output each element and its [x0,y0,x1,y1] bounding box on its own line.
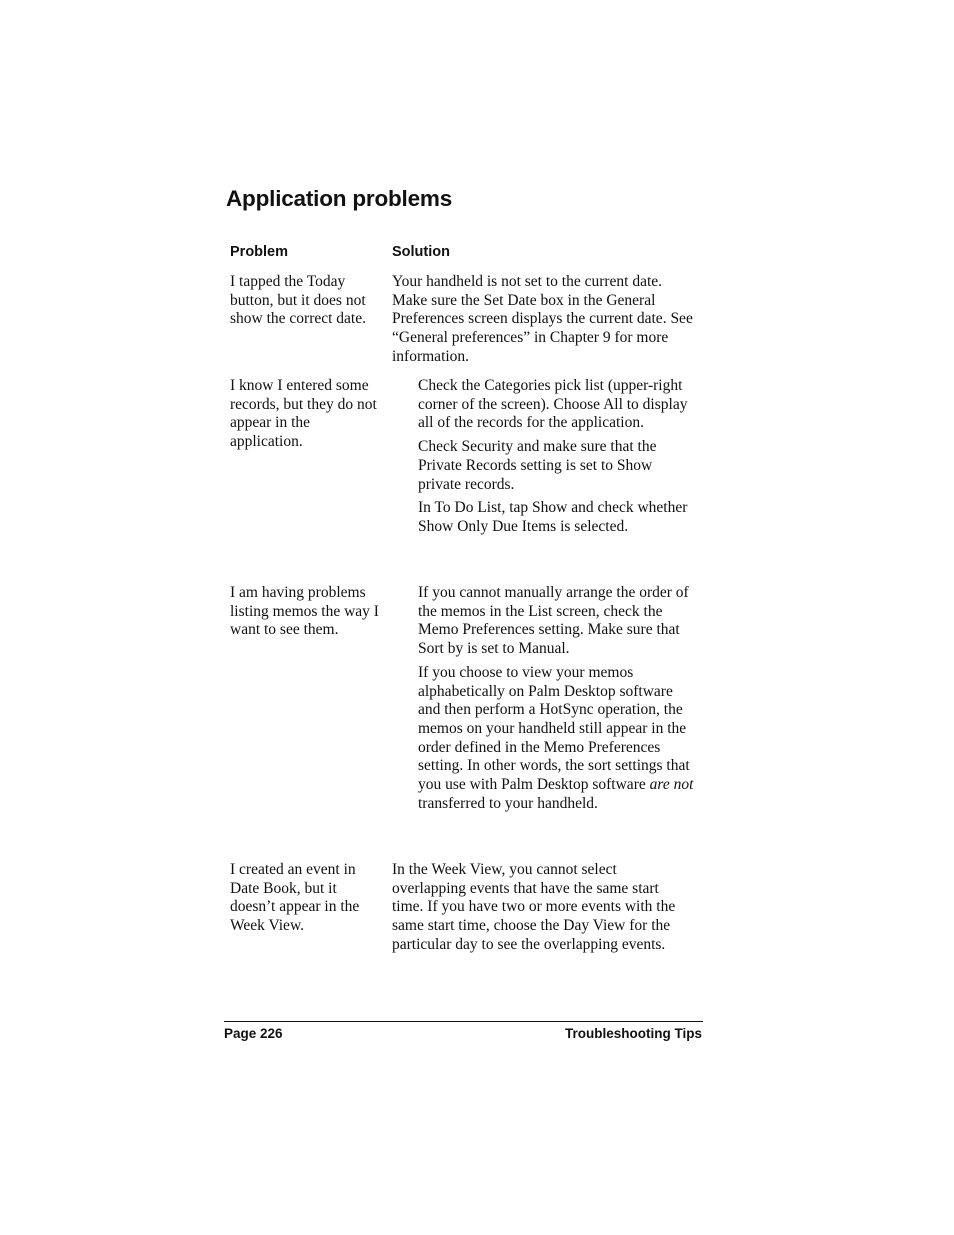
page-title: Application problems [226,186,453,211]
solution-cell [392,273,694,367]
problem-cell: I know I entered some records, but they do not appear in the application. [230,377,377,451]
solution-paragraph: In the Week View, you cannot select overlapping events that have the same start time. If you have two or more events with the same start time, choose the Day View for the particular day to see the overlapping events. [392,861,676,953]
problem-cell: I created an event in Date Book, but it doesn’t appear in the Week View. [230,861,360,935]
solution-paragraph: Check the Categories pick list (upper-right corner of the screen). Choose All to display all of the records for the application. [418,377,688,432]
problem-cell: I am having problems listing memos the way I want to see them. [230,584,379,639]
solution-cell [418,584,694,813]
solution-column-header: Solution [392,244,450,260]
solution-paragraph: In To Do List, tap Show and check whether Show Only Due Items is selected. [418,499,688,535]
section-title: Troubleshooting Tips [565,1026,702,1041]
footer-divider [224,1021,703,1022]
page-number: Page 226 [224,1026,283,1041]
solution-text: transferred to your handheld. [418,794,598,812]
emphasis-text: are not [649,776,694,794]
solution-paragraph [418,664,694,814]
solution-text: If you choose to view your memos alphabetically on Palm Desktop software and then perform a HotSync operation, the memos on your handheld still appear in the order defined in the Memo Preferences setting. In other words, the sort settings that you use with Palm Desktop software [418,663,690,794]
problem-column-header: Problem [230,244,289,260]
solution-paragraph: Check Security and make sure that the Private Records setting is set to Show private records. [418,438,657,493]
solution-cell [418,377,694,537]
solution-paragraph: If you cannot manually arrange the order of the memos in the List screen, check the Memo Preferences setting. Make sure that Sort by is set to Manual. [418,584,689,658]
solution-cell [392,861,694,955]
solution-paragraph: Your handheld is not set to the current date. Make sure the Set Date box in the General Preferences screen displays the current date. See “General preferences” in Chapter 9 for more information. [392,273,693,365]
problem-cell: I tapped the Today button, but it does not show the correct date. [230,273,366,328]
